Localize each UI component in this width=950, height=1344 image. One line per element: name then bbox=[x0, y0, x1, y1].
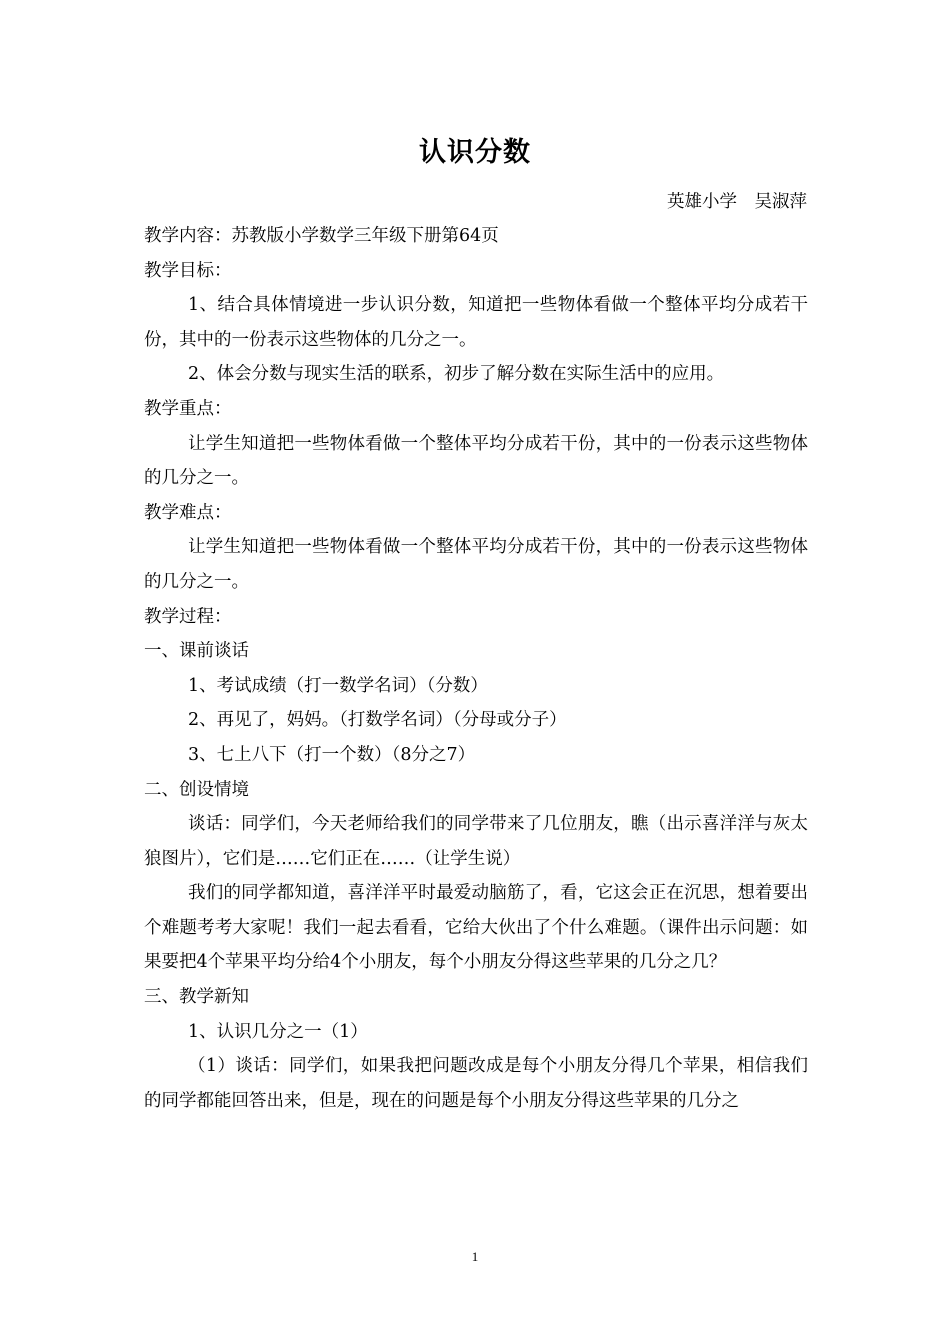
paragraph: 1、认识几分之一（1） bbox=[188, 1021, 368, 1042]
paragraph: 我们的同学都知道，喜洋洋平时最爱动脑筋了，看，它这会正在沉思，想着要出个难题考考大家呢！我们一起去看看，它给大伙出了个什么难题。（课件出示问题：如果要把4个苹果平均分给4个小朋友，每个小朋友分得这些苹果的几分之几？ bbox=[144, 883, 808, 973]
paragraph: 谈话：同学们，今天老师给我们的同学带来了几位朋友，瞧（出示喜洋洋与灰太狼图片），它们是……它们正在……（让学生说） bbox=[144, 814, 808, 869]
paragraph: 教学目标： bbox=[144, 260, 232, 281]
paragraph: 教学重点： bbox=[144, 398, 232, 419]
paragraph: 让学生知道把一些物体看做一个整体平均分成若干份，其中的一份表示这些物体的几分之一。 bbox=[144, 537, 808, 592]
paragraph: 二、创设情境 bbox=[144, 779, 249, 800]
paragraph: 教学过程： bbox=[144, 606, 232, 627]
author-line: 英雄小学 吴淑萍 bbox=[667, 192, 807, 212]
paragraph: 2、体会分数与现实生活的联系，初步了解分数在实际生活中的应用。 bbox=[188, 364, 725, 385]
paragraph: 1、考试成绩（打一数学名词）（分数） bbox=[188, 675, 488, 696]
paragraph: 让学生知道把一些物体看做一个整体平均分成若干份，其中的一份表示这些物体的几分之一。 bbox=[144, 433, 808, 489]
paragraph: 三、教学新知 bbox=[144, 987, 249, 1008]
paragraph: （1）谈话：同学们，如果我把问题改成是每个小朋友分得几个苹果，相信我们的同学都能回答出来，但是，现在的问题是每个小朋友分得这些苹果的几分之 bbox=[144, 1056, 808, 1111]
paragraph: 2、再见了，妈妈。（打数学名词）（分母或分子） bbox=[188, 710, 567, 731]
paragraph: 1、结合具体情境进一步认识分数，知道把一些物体看做一个整体平均分成若干份，其中的一份表示这些物体的几分之一。 bbox=[144, 295, 808, 350]
document-title: 认识分数 bbox=[419, 137, 531, 168]
paragraph: 一、课前谈话 bbox=[144, 641, 249, 662]
page-number: 1 bbox=[471, 1249, 479, 1264]
paragraph: 3、七上八下（打一个数）（8分之7） bbox=[188, 744, 476, 765]
paragraph: 教学难点： bbox=[144, 502, 232, 523]
paragraph: 教学内容：苏教版小学数学三年级下册第64页 bbox=[144, 226, 499, 246]
document-body bbox=[144, 219, 808, 1118]
